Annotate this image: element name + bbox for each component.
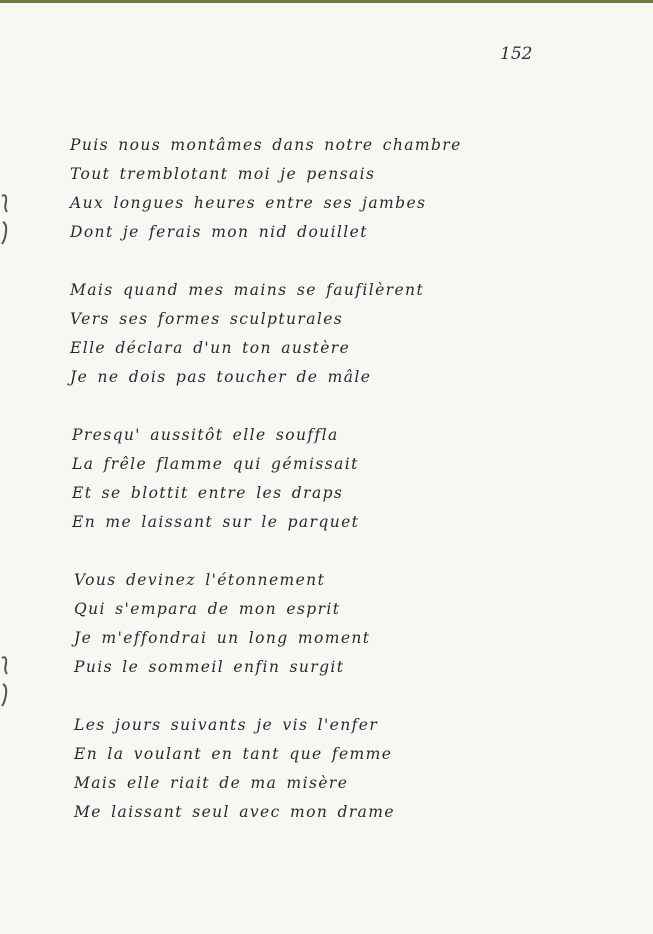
- verse-line: Les jours suivants je vis l'enfer: [74, 716, 379, 734]
- poem: [70, 131, 590, 827]
- verse-line: Et se blottit entre les draps: [72, 484, 344, 502]
- verse-line: Mais elle riait de ma misère: [74, 774, 349, 792]
- verse-line: Puis le sommeil enfin surgit: [74, 658, 345, 676]
- verse-line: En la voulant en tant que femme: [74, 745, 393, 763]
- verse-line: La frêle flamme qui gémissait: [72, 455, 359, 473]
- verse-line: En me laissant sur le parquet: [72, 513, 360, 531]
- verse-line: Aux longues heures entre ses jambes: [70, 194, 427, 212]
- page-number: 152: [500, 44, 533, 64]
- verse-line: Vers ses formes sculpturales: [70, 310, 344, 328]
- verse-line: Qui s'empara de mon esprit: [74, 600, 341, 618]
- verse-line: Je ne dois pas toucher de mâle: [70, 368, 372, 386]
- stanza-4: [74, 566, 590, 682]
- stanza-5: [74, 711, 590, 827]
- verse-line: Puis nous montâmes dans notre chambre: [70, 136, 462, 154]
- top-border-line: [0, 0, 653, 3]
- stanza-3: [72, 421, 590, 537]
- verse-line: Vous devinez l'étonnement: [74, 571, 326, 589]
- verse-line: Me laissant seul avec mon drame: [74, 803, 395, 821]
- stanza-1: [70, 131, 590, 247]
- verse-line: Tout tremblotant moi je pensais: [70, 165, 376, 183]
- binding-hole-mark-icon: [0, 650, 10, 710]
- verse-line: Mais quand mes mains se faufilèrent: [70, 281, 425, 299]
- binding-hole-mark-icon: [0, 188, 10, 248]
- verse-line: Je m'effondrai un long moment: [74, 629, 371, 647]
- verse-line: Dont je ferais mon nid douillet: [70, 223, 368, 241]
- verse-line: Elle déclara d'un ton austère: [70, 339, 351, 357]
- verse-line: Presqu' aussitôt elle souffla: [72, 426, 339, 444]
- stanza-2: [70, 276, 590, 392]
